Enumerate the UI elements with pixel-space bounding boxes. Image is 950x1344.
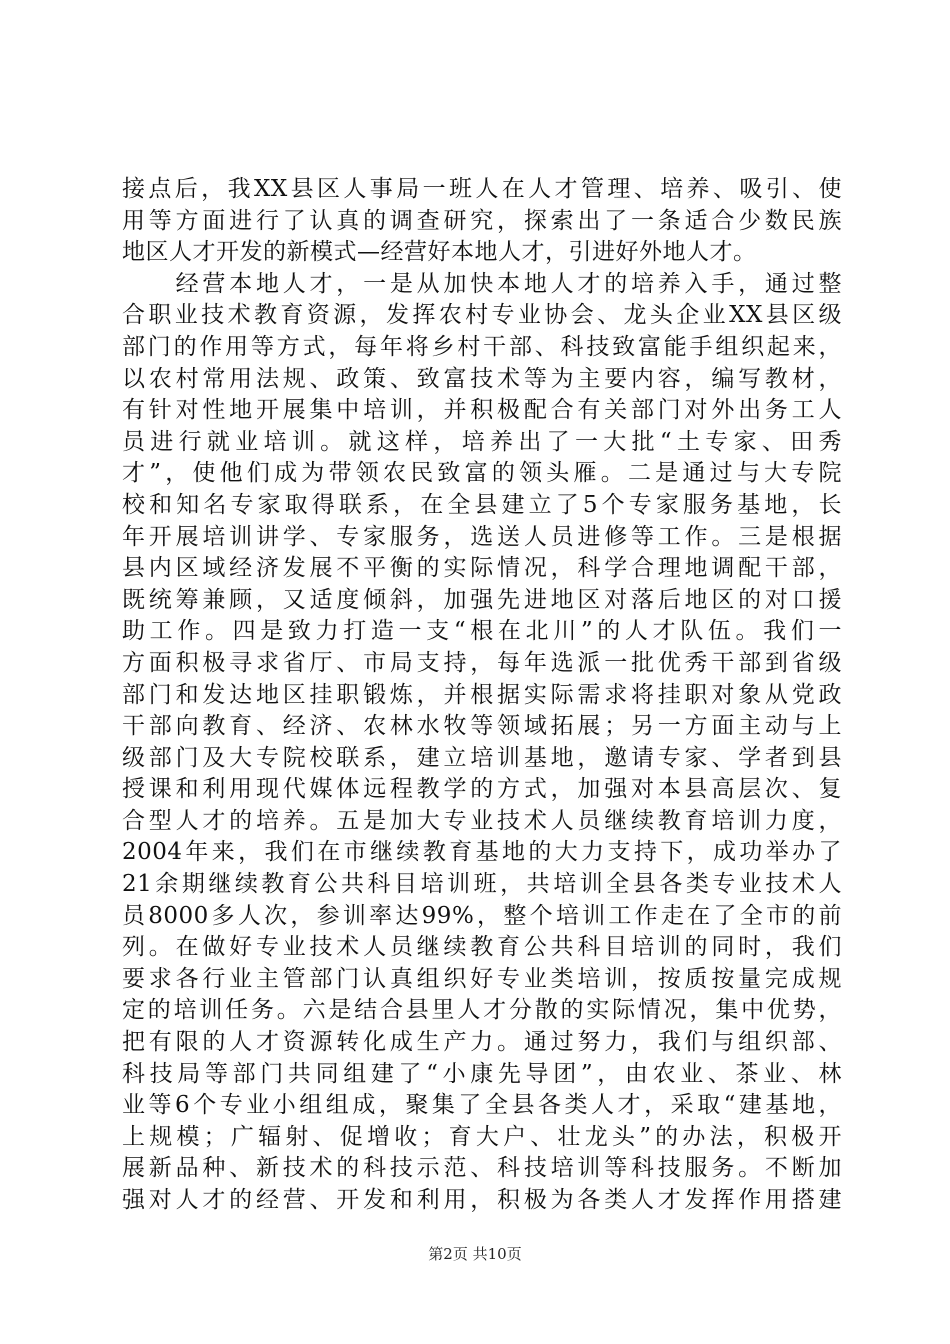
page-number-footer: 第2页 共10页 (428, 1245, 522, 1263)
text-line: 干部向教育、经济、农林水牧等领域拓展；另一方面主动与上 (122, 713, 842, 740)
text-line: 合型人才的培养。五是加大专业技术人员继续教育培训力度， (122, 807, 842, 834)
text-line: 级部门及大专院校联系，建立培训基地，邀请专家、学者到县 (122, 744, 842, 771)
text-line: 员进行就业培训。就这样，培养出了一大批“土专家、田秀 (122, 428, 842, 455)
text-line: 用等方面进行了认真的调查研究，探索出了一条适合少数民族 (122, 207, 842, 234)
text-line: 方面积极寻求省厅、市局支持，每年选派一批优秀干部到省级 (122, 649, 842, 676)
body-paragraph (122, 174, 842, 1217)
text-line: 年开展培训讲学、专家服务，选送人员进修等工作。三是根据 (122, 523, 842, 550)
text-line: 定的培训任务。六是结合县里人才分散的实际情况，集中优势， (122, 997, 842, 1024)
text-line: 既统筹兼顾，又适度倾斜，加强先进地区对落后地区的对口援 (122, 586, 842, 613)
text-line: 21余期继续教育公共科目培训班，共培训全县各类专业技术人 (122, 871, 842, 898)
text-line: 县内区域经济发展不平衡的实际情况，科学合理地调配干部， (122, 555, 842, 582)
text-line: 有针对性地开展集中培训，并积极配合有关部门对外出务工人 (122, 397, 842, 424)
text-line: 接点后，我XX县区人事局一班人在人才管理、培养、吸引、使 (122, 176, 842, 202)
text-line: 把有限的人才资源转化成生产力。通过努力，我们与组织部、 (122, 1029, 842, 1056)
text-line: 授课和利用现代媒体远程教学的方式，加强对本县高层次、复 (122, 776, 842, 803)
text-line: 经营本地人才，一是从加快本地人才的培养入手，通过整 (122, 270, 842, 297)
text-line: 上规模；广辐射、促增收；育大户、壮龙头”的办法，积极开 (122, 1123, 842, 1150)
text-line: 业等6个专业小组组成，聚集了全县各类人才，采取“建基地， (122, 1092, 842, 1119)
text-line: 员8000多人次，参训率达99%，整个培训工作走在了全市的前 (122, 902, 842, 929)
text-line: 以农村常用法规、政策、致富技术等为主要内容，编写教材， (122, 365, 842, 392)
text-line: 强对人才的经营、开发和利用，积极为各类人才发挥作用搭建 (122, 1187, 842, 1213)
text-line: 要求各行业主管部门认真组织好专业类培训，按质按量完成规 (122, 965, 842, 992)
text-line: 助工作。四是致力打造一支“根在北川”的人才队伍。我们一 (122, 618, 842, 645)
text-line: 列。在做好专业技术人员继续教育公共科目培训的同时，我们 (122, 934, 842, 961)
text-line: 展新品种、新技术的科技示范、科技培训等科技服务。不断加 (122, 1155, 842, 1182)
text-line: 地区人才开发的新模式—经营好本地人才，引进好外地人才。 (122, 239, 757, 266)
text-line: 部门和发达地区挂职锻炼，并根据实际需求将挂职对象从党政 (122, 681, 842, 708)
text-line: 校和知名专家取得联系，在全县建立了5个专家服务基地，长 (122, 491, 842, 518)
text-line: 才”，使他们成为带领农民致富的领头雁。二是通过与大专院 (122, 460, 842, 487)
text-line: 2004年来，我们在市继续教育基地的大力支持下，成功举办了 (122, 839, 842, 866)
text-line: 部门的作用等方式，每年将乡村干部、科技致富能手组织起来， (122, 333, 842, 360)
text-line: 科技局等部门共同组建了“小康先导团”，由农业、茶业、林 (122, 1060, 842, 1087)
text-line: 合职业技术教育资源，发挥农村专业协会、龙头企业XX县区级 (122, 302, 842, 329)
